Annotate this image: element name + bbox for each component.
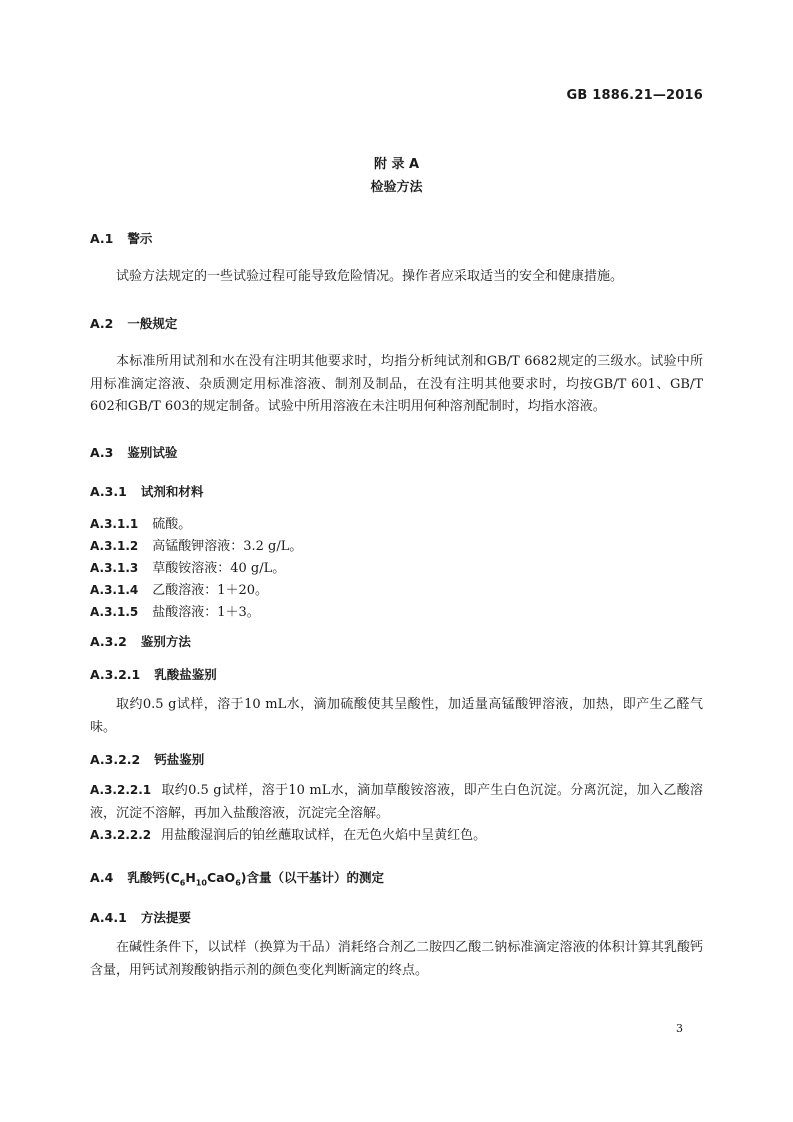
section-a322-heading: [90, 750, 204, 768]
reagent-number: A.3.1.3: [90, 561, 139, 575]
section-title: 一般规定: [127, 316, 178, 331]
subscript: 6: [179, 878, 186, 888]
reagent-item: [90, 601, 260, 620]
section-a3222-text: [90, 824, 703, 848]
section-number: A.2: [90, 316, 114, 331]
section-a3221-text: [90, 779, 703, 825]
section-a4-heading: [90, 868, 384, 888]
appendix-title: 附 录 A: [373, 157, 420, 172]
section-a31-heading: [90, 482, 203, 500]
title-part: CaO: [206, 870, 236, 885]
appendix-subtitle: 检验方法: [370, 180, 423, 195]
section-a1-text: 试验方法规定的一些试验过程可能导致危险情况。操作者应采取适当的安全和健康措施。: [116, 269, 624, 284]
section-a2-text: 本标准所用试剂和水在没有注明其他要求时，均指分析纯试剂和GB/T 6682规定的三级水。试验中所用标准滴定溶液、杂质测定用标准溶液、制剂及制品，在没有注明其他要求时，均按GB/T 601、GB/T 602和GB/T 603的规定制备。试验中所用溶液在未注明用何种溶剂配制时，均指水溶液。: [90, 354, 703, 414]
reagent-text: 高锰酸钾溶液：3.2 g/L。: [152, 539, 303, 554]
reagent-item: [90, 579, 268, 598]
reagent-item: [90, 513, 191, 532]
reagent-item: [90, 557, 285, 576]
reagent-text: 盐酸溶液：1＋3。: [152, 605, 260, 620]
title-part: 乳酸钙(C: [127, 870, 180, 885]
section-title: 警示: [127, 231, 153, 246]
reagent-item: [90, 535, 302, 554]
section-a41-heading: [90, 908, 191, 926]
section-a1-heading: [90, 229, 152, 247]
section-title: 钙盐鉴别: [154, 752, 205, 767]
section-number: A.3.2.2: [90, 752, 141, 767]
page-number: 3: [676, 1022, 683, 1035]
subscript: 10: [195, 878, 207, 888]
section-number: A.1: [90, 231, 114, 246]
section-number: A.3.2.1: [90, 667, 141, 682]
section-a321-text: 取约0.5 g试样，溶于10 mL水，滴加硫酸使其呈酸性，加适量高锰酸钾溶液，加热，即产生乙醛气味。: [90, 697, 703, 735]
section-title: 试剂和材料: [140, 484, 204, 499]
section-number: A.3.2: [90, 634, 127, 649]
section-a321-heading: [90, 665, 217, 683]
section-a2-heading: [90, 314, 177, 332]
section-a41-text: 在碱性条件下，以试样（换算为干品）消耗络合剂乙二胺四乙酸二钠标准滴定溶液的体积计算其乳酸钙含量，用钙试剂羧酸钠指示剂的颜色变化判断滴定的终点。: [90, 940, 703, 978]
reagent-text: 乙酸溶液：1＋20。: [152, 583, 269, 598]
reagent-number: A.3.1.5: [90, 605, 139, 619]
section-title: 鉴别试验: [127, 445, 178, 460]
clause-text: 取约0.5 g试样，溶于10 mL水，滴加草酸铵溶液，即产生白色沉淀。分离沉淀，加入乙酸溶液，沉淀不溶解，再加入盐酸溶液，沉淀完全溶解。: [90, 783, 703, 821]
section-title: 乳酸盐鉴别: [154, 667, 217, 682]
reagent-number: A.3.1.4: [90, 583, 139, 597]
title-part: )含量（以干基计）的测定: [240, 870, 384, 885]
standard-header: GB 1886.21—2016: [566, 88, 703, 103]
title-part: H: [185, 870, 196, 885]
section-number: A.3.1: [90, 484, 127, 499]
reagent-text: 草酸铵溶液：40 g/L。: [152, 561, 286, 576]
reagent-text: 硫酸。: [152, 517, 192, 532]
section-title: 鉴别方法: [140, 634, 191, 649]
clause-number: A.3.2.2.2: [90, 828, 152, 842]
section-a32-heading: [90, 632, 191, 650]
section-number: A.3: [90, 445, 114, 460]
section-number: A.4: [90, 870, 114, 885]
clause-number: A.3.2.2.1: [90, 783, 152, 797]
section-number: A.4.1: [90, 910, 127, 925]
section-a3-heading: [90, 443, 177, 461]
section-title: 方法提要: [140, 910, 191, 925]
subscript: 6: [235, 878, 241, 888]
reagent-number: A.3.1.1: [90, 517, 139, 531]
reagent-number: A.3.1.2: [90, 539, 139, 553]
clause-text: 用盐酸湿润后的铂丝蘸取试样，在无色火焰中呈黄红色。: [161, 828, 487, 843]
